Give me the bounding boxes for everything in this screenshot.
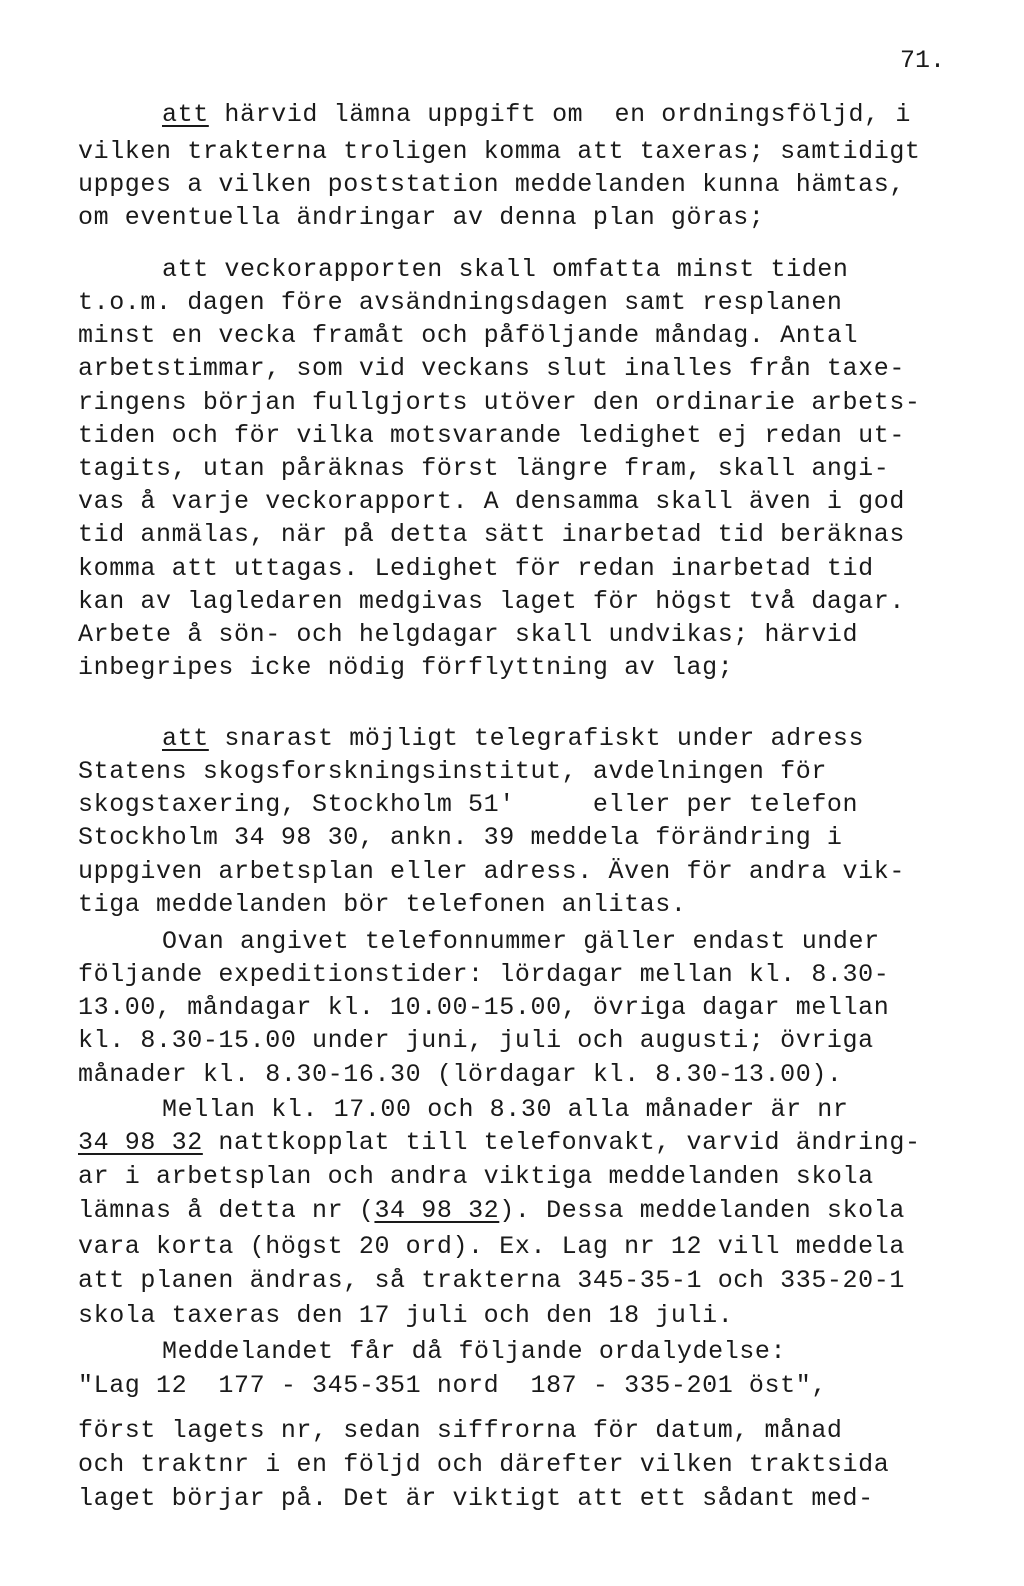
- text-line: tiga meddelanden bör telefonen anlitas.: [78, 890, 687, 919]
- text-line: Statens skogsforskningsinstitut, avdelningen för: [78, 757, 827, 786]
- line-start: lämnas å detta nr (: [78, 1196, 375, 1225]
- text-line: 13.00, måndagar kl. 10.00-15.00, övriga dagar mellan: [78, 993, 890, 1022]
- underlined-att: att: [162, 724, 209, 753]
- text-line: först lagets nr, sedan siffrorna för datum, månad: [78, 1416, 843, 1445]
- text-line: skogstaxering, Stockholm 51' eller per telefon: [78, 790, 859, 819]
- text-line: skola taxeras den 17 juli och den 18 juli.: [78, 1301, 734, 1330]
- text-line: inbegripes icke nödig förflyttning av lag;: [78, 653, 734, 682]
- text-line: Meddelandet får då följande ordalydelse:: [162, 1337, 787, 1366]
- text-line: komma att uttagas. Ledighet för redan inarbetad tid: [78, 554, 874, 583]
- text-line: kan av lagledaren medgivas laget för högst två dagar.: [78, 587, 905, 616]
- underlined-phone-number: 34 98 32: [78, 1128, 203, 1157]
- text-line: tiden och för vilka motsvarande ledighet ej redan ut-: [78, 421, 905, 450]
- text-line: och traktnr i en följd och därefter vilken traktsida: [78, 1450, 890, 1479]
- text-line: t.o.m. dagen före avsändningsdagen samt resplanen: [78, 288, 843, 317]
- text-line: ringens början fullgjorts utöver den ordinarie arbets-: [78, 388, 921, 417]
- text-line: uppges a vilken poststation meddelanden kunna hämtas,: [78, 170, 905, 199]
- text-line: kl. 8.30-15.00 under juni, juli och augusti; övriga: [78, 1026, 874, 1055]
- page-number: 71.: [900, 46, 946, 75]
- text-line: minst en vecka framåt och påföljande måndag. Antal: [78, 321, 859, 350]
- text-line: laget börjar på. Det är viktigt att ett sådant med-: [78, 1484, 874, 1513]
- text-line: Stockholm 34 98 30, ankn. 39 meddela förändring i: [78, 823, 843, 852]
- underlined-phone-number: 34 98 32: [374, 1196, 500, 1225]
- text-line: "Lag 12 177 - 345-351 nord 187 - 335-201 öst",: [78, 1371, 827, 1400]
- text-line: om eventuella ändringar av denna plan göras;: [78, 203, 765, 232]
- text-line: följande expeditionstider: lördagar mellan kl. 8.30-: [78, 960, 890, 989]
- text-line: tid anmälas, när på detta sätt inarbetad tid beräknas: [78, 520, 905, 549]
- line-rest: härvid lämna uppgift om en ordningsföljd, i: [208, 100, 911, 129]
- text-line: att veckorapporten skall omfatta minst tiden: [162, 255, 849, 284]
- text-line: arbetstimmar, som vid veckans slut inalles från taxe-: [78, 354, 905, 383]
- line-rest: ). Dessa meddelanden skola: [499, 1196, 905, 1225]
- text-line: Mellan kl. 17.00 och 8.30 alla månader är nr: [162, 1095, 849, 1124]
- text-line: vilken trakterna troligen komma att taxeras; samtidigt: [78, 137, 921, 166]
- text-line: uppgiven arbetsplan eller adress. Även för andra vik-: [78, 857, 905, 886]
- underlined-att: att: [162, 100, 209, 129]
- line-rest: nattkopplat till telefonvakt, varvid ändring-: [202, 1128, 921, 1157]
- text-line: att planen ändras, så trakterna 345-35-1 och 335-20-1: [78, 1266, 905, 1295]
- text-line: [162, 100, 911, 130]
- text-line: månader kl. 8.30-16.30 (lördagar kl. 8.30-13.00).: [78, 1060, 843, 1089]
- line-rest: snarast möjligt telegrafiskt under adress: [208, 724, 865, 753]
- text-line: [78, 1196, 905, 1226]
- text-line: vara korta (högst 20 ord). Ex. Lag nr 12 vill meddela: [78, 1232, 905, 1261]
- text-line: tagits, utan påräknas först längre fram, skall angi-: [78, 454, 890, 483]
- text-line: vas å varje veckorapport. A densamma skall även i god: [78, 487, 905, 516]
- text-line: ar i arbetsplan och andra viktiga meddelanden skola: [78, 1162, 874, 1191]
- text-line: Ovan angivet telefonnummer gäller endast under: [162, 927, 880, 956]
- text-line: [162, 724, 864, 754]
- text-line: Arbete å sön- och helgdagar skall undvikas; härvid: [78, 620, 859, 649]
- text-line: [78, 1128, 921, 1158]
